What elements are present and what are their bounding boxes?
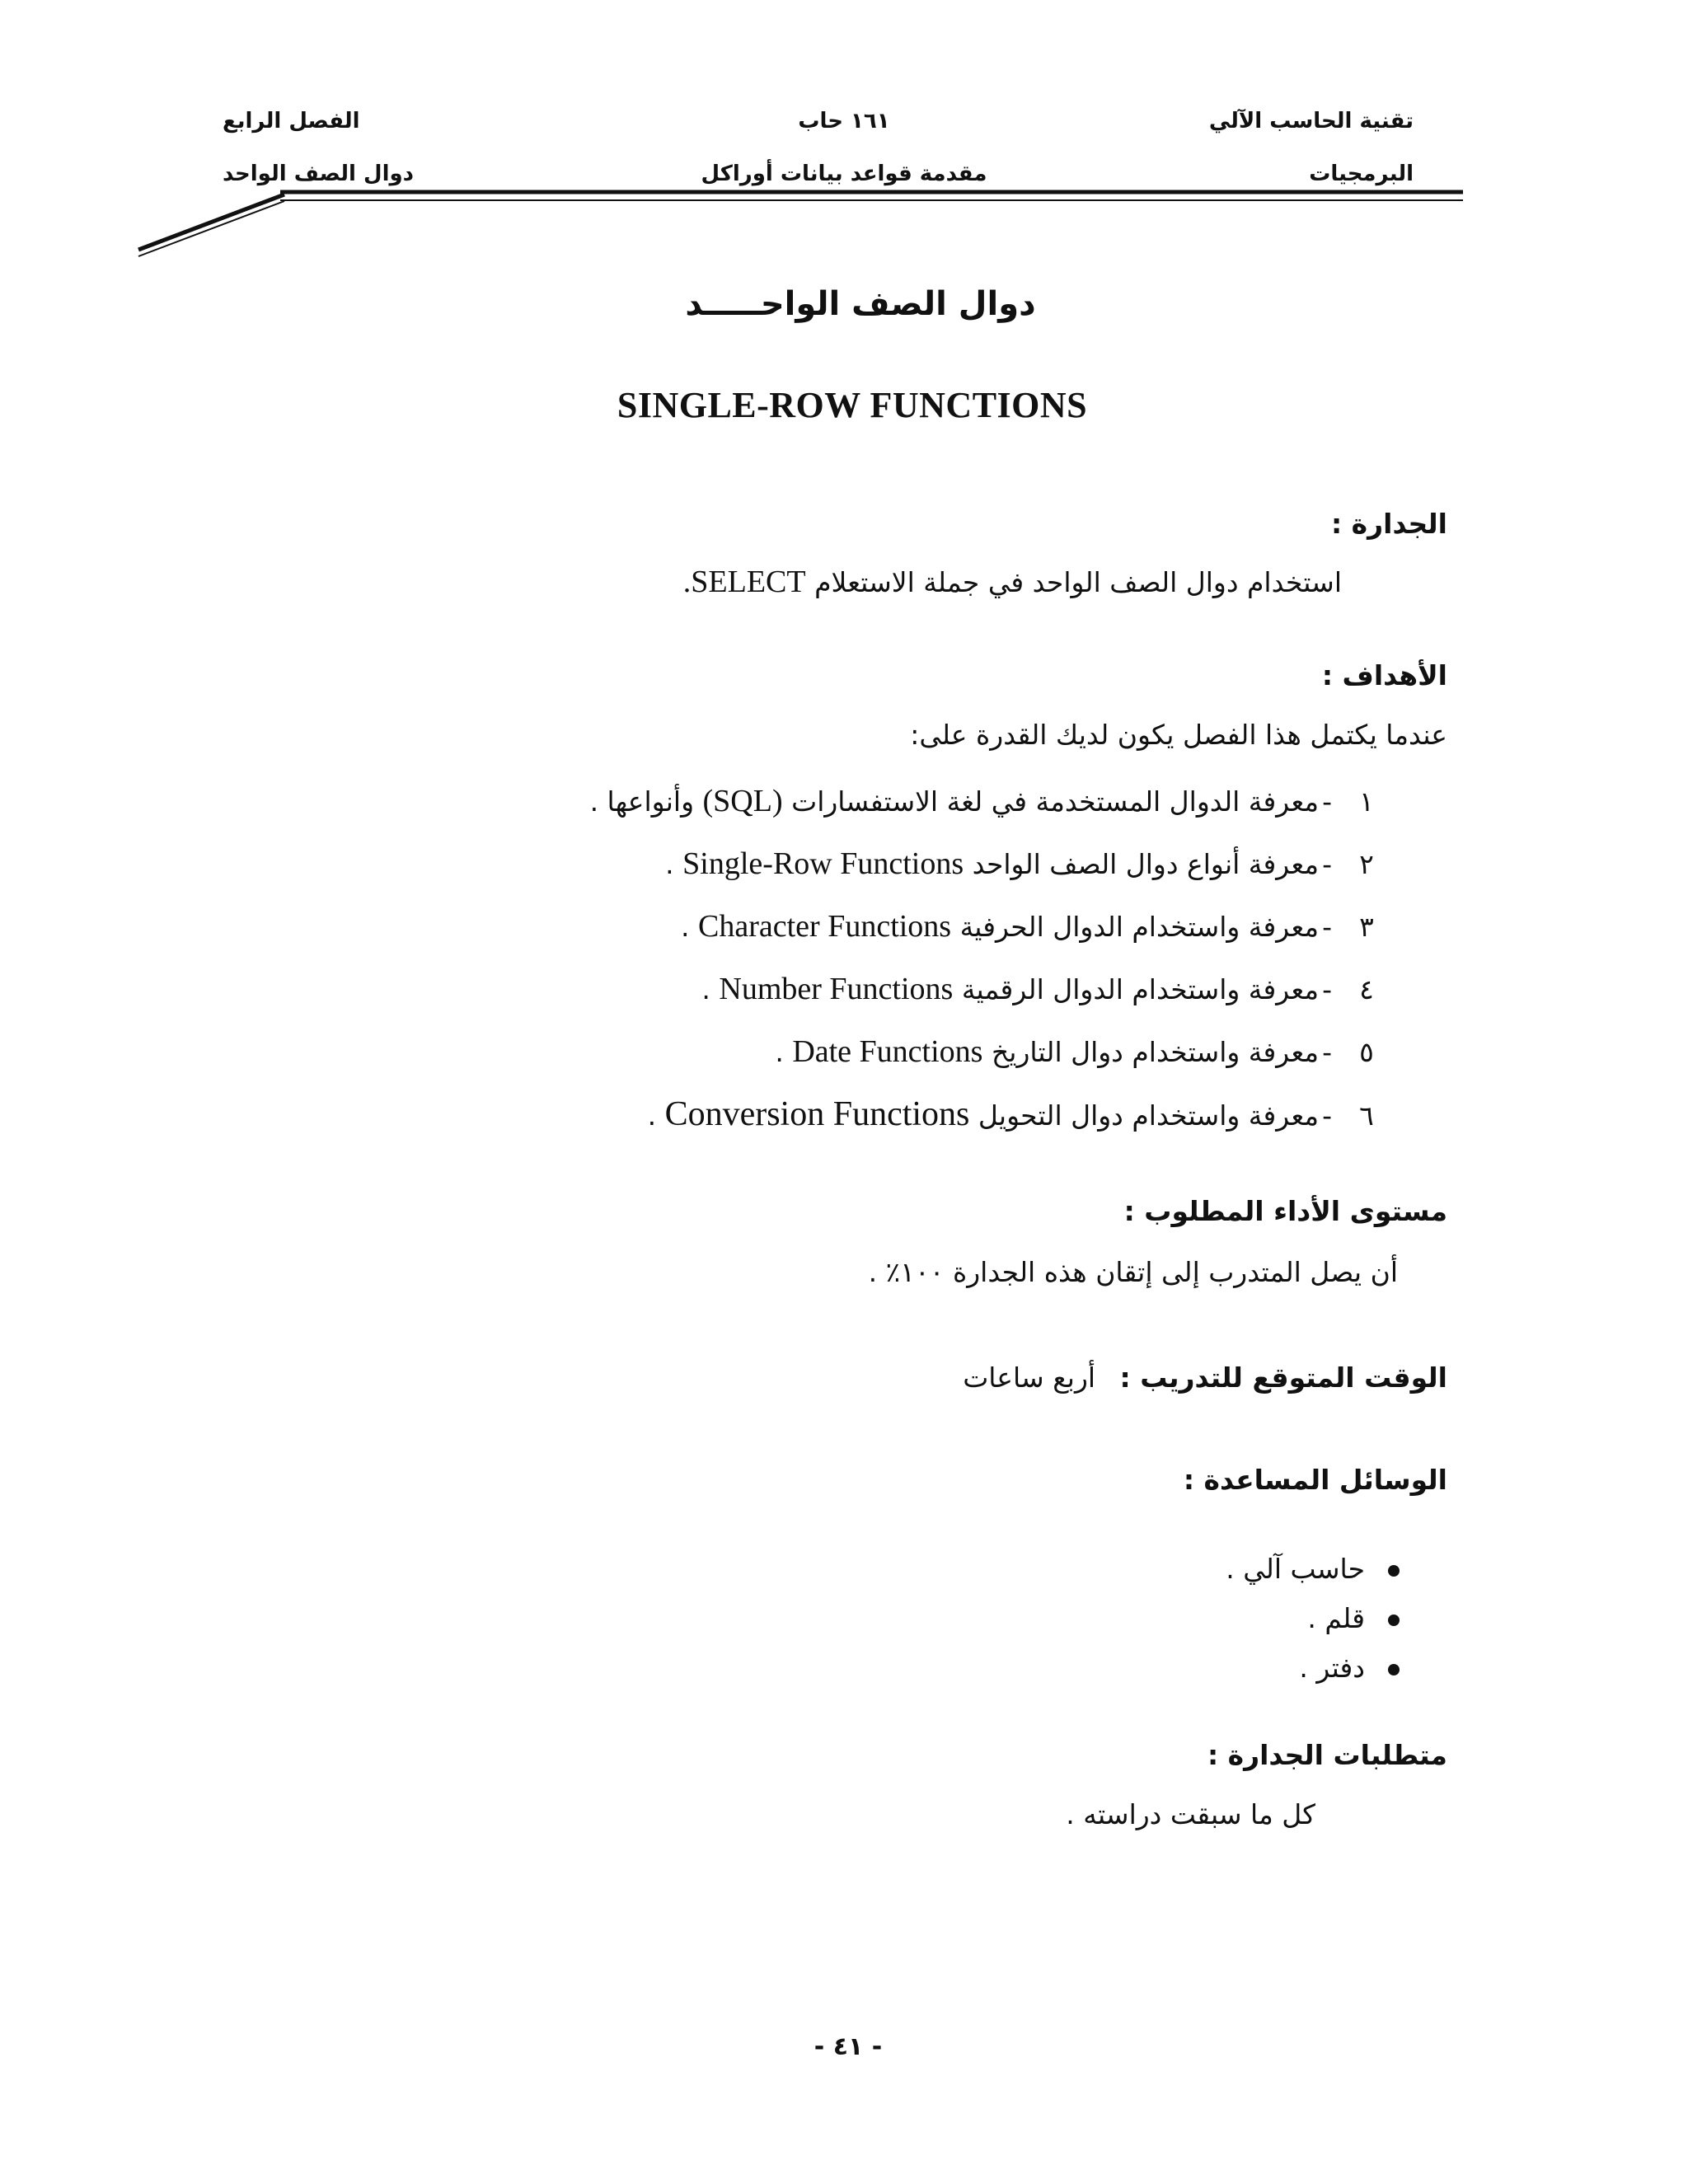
competency-text-en: SELECT. (682, 565, 806, 599)
aid-item: دفتر . (1299, 1645, 1400, 1691)
objective-number: ٦ (1359, 1099, 1374, 1132)
performance-heading: مستوى الأداء المطلوب : (1123, 1195, 1447, 1227)
chapter-title-english: SINGLE-ROW FUNCTIONS (617, 385, 1088, 425)
objective-number: ٢ (1359, 848, 1374, 880)
header-chapter-title: دوال الصف الواحد (223, 162, 414, 186)
objective-item: ٢-معرفة أنواع دوال الصف الواحد Single-Row Functions . (665, 839, 1385, 888)
performance-text: أن يصل المتدرب إلى إتقان هذه الجدارة ١٠٠٪ . (868, 1256, 1398, 1288)
header-chapter: الفصل الرابع (223, 109, 360, 134)
competency-text-ar: استخدام دوال الصف الواحد في جملة الاستعلام (814, 566, 1342, 598)
aids-heading: الوسائل المساعدة : (1183, 1464, 1447, 1496)
objective-item: ١-معرفة الدوال المستخدمة في لغة الاستفسارات (SQL) وأنواعها . (590, 776, 1385, 826)
objectives-heading: الأهداف : (1321, 659, 1447, 691)
objective-number: ٥ (1359, 1036, 1374, 1068)
bullet-icon (1388, 1664, 1400, 1675)
objective-number: ٤ (1359, 973, 1374, 1005)
bullet-icon (1388, 1615, 1400, 1626)
competency-text (683, 564, 1342, 600)
time-heading: الوقت المتوقع للتدريب : (1119, 1361, 1447, 1394)
header-course-title: مقدمة قواعد بيانات أوراكل (701, 162, 987, 186)
objective-item: ٣-معرفة واستخدام الدوال الحرفية Character Functions . (681, 902, 1385, 951)
objective-number: ٣ (1359, 911, 1374, 943)
aid-item: قلم . (1307, 1596, 1400, 1642)
objective-number: ١ (1359, 785, 1374, 818)
header-course-code: ١٦١ حاب (798, 109, 890, 134)
header-specialty: البرمجيات (1309, 162, 1414, 186)
header-subject: تقنية الحاسب الآلي (1208, 109, 1414, 134)
objectives-intro: عندما يكتمل هذا الفصل يكون لديك القدرة على: (910, 719, 1447, 751)
objective-item: ٥-معرفة واستخدام دوال التاريخ Date Functions . (775, 1027, 1385, 1076)
objective-item: ٤-معرفة واستخدام الدوال الرقمية Number Functions . (701, 964, 1385, 1014)
aid-item: حاسب آلي . (1226, 1546, 1400, 1592)
requirements-text: كل ما سبقت دراسته . (1066, 1798, 1315, 1830)
time-row (963, 1361, 1447, 1394)
bullet-icon (1388, 1565, 1400, 1577)
objective-item: ٦-معرفة واستخدام دوال التحويل Conversion Functions . (648, 1090, 1385, 1139)
chapter-title-arabic: دوال الصف الواحـــــد (685, 285, 1036, 323)
requirements-heading: متطلبات الجدارة : (1207, 1739, 1447, 1771)
time-value: أربع ساعات (963, 1361, 1096, 1394)
competency-heading: الجدارة : (1330, 508, 1447, 540)
page-number: - ٤١ - (814, 2032, 883, 2061)
header-rule (0, 0, 1688, 272)
